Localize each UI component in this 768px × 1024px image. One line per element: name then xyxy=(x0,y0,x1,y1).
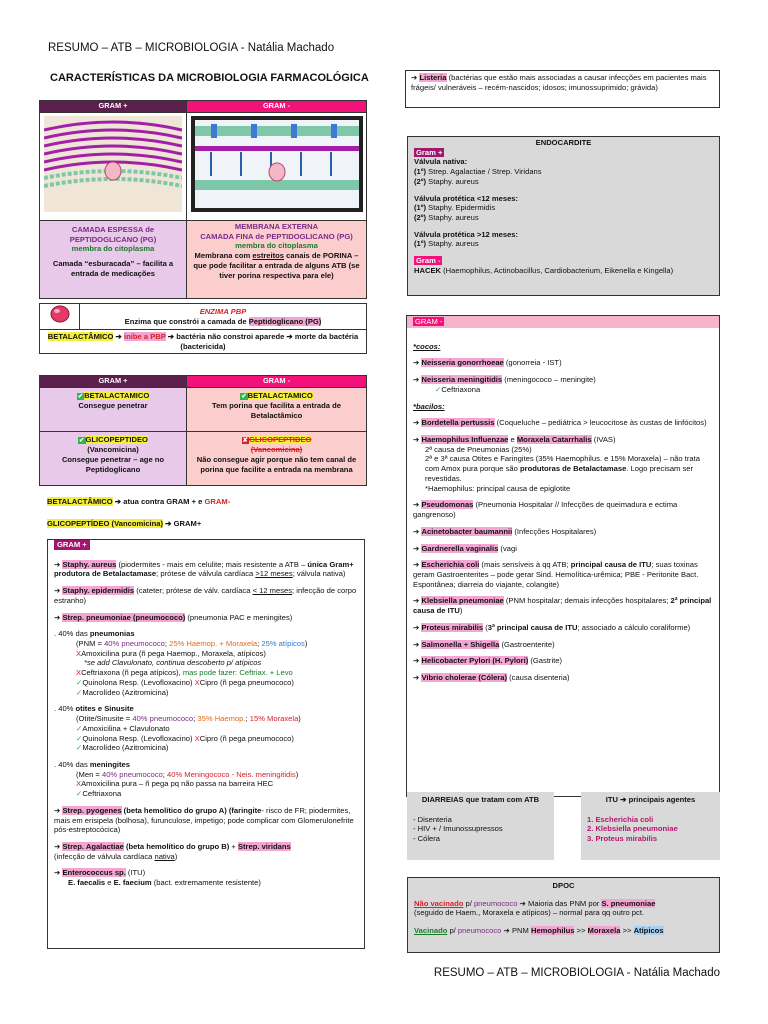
atb-glico-plus: ✔GLICOPEPTIDEO (Vancomicina) Consegue penetrar – age no Peptidoglicano xyxy=(40,432,187,486)
proteus-item: ➔ Proteus mirabilis (3ª principal causa de ITU; associado a cálculo coraliforme) xyxy=(413,622,691,632)
check-icon: ✓ xyxy=(76,733,83,743)
gardnerella-item: ➔ Gardnerella vaginalis (vagi xyxy=(413,543,517,553)
pbp-table xyxy=(39,303,367,354)
listeria-box: ➔ Listeria (bactérias que estão mais associadas a causar infecções em pacientes mais frágeis/ vulneráveis – recém-nascidos; idosos; imunossuprimido; grávida) xyxy=(405,70,720,108)
diarreias-box: DIARREIAS que tratam com ATB - Disenteria - HIV + / Imunossupressos - Cólera xyxy=(407,792,554,860)
gram-minus-image xyxy=(187,113,367,221)
summary-beta: BETALACTÂMICO ➔ atua contra GRAM + e GRAM- xyxy=(47,497,231,506)
gram-plus-label: GRAM + xyxy=(54,540,90,550)
gram-plus-image xyxy=(40,113,187,221)
staph-aureus-item: ➔ Staphy. aureus (piodermites - mais em celulite; mais resistente a ATB – única Gram+ produtora de Betalactamase; prótese de válvula cardíaca >12 meses; válvula nativa) xyxy=(54,559,354,579)
staph-epi-item: ➔ Staphy. epidermidis (cateter; prótese de válv. cardíaca < 12 meses; infecção de corpo estranho) xyxy=(54,586,357,605)
gram-minus-label: GRAM - xyxy=(415,317,443,326)
x-icon: X xyxy=(76,779,82,789)
x-icon: X xyxy=(76,648,82,658)
atb-gram-minus-header: GRAM - xyxy=(187,376,367,388)
gram-structure-table xyxy=(39,100,367,299)
itu-box: ITU ➔ principais agentes 1. Escherichia coli 2. Klebsiella pneumoniae 3. Proteus mirabilis xyxy=(581,792,720,860)
strep-pn-item: ➔ Strep. pneumoniae (pneumococo) (pneumonia PAC e meningites) xyxy=(54,612,293,622)
meningitis-section: . 40% das meningites xyxy=(54,759,130,769)
page-footer: RESUMO – ATB – MICROBIOLOGIA - Natália Machado xyxy=(433,967,720,979)
check-icon: ✓ xyxy=(435,384,442,394)
helicobacter-item: ➔ Helicobacter Pylori (H. Pylori) (Gastrite) xyxy=(413,656,563,666)
otitis-section: . 40% otites e Sinusite xyxy=(54,704,134,714)
page-header: RESUMO – ATB – MICROBIOLOGIA - Natália Machado xyxy=(48,42,335,54)
klebsiella-item: ➔ Klebsiella pneumoniae (PNM hospitalar; demais infecções hospitalares; 2ª principal causa de ITU) xyxy=(413,596,712,616)
x-icon: ✘ xyxy=(242,437,248,444)
x-icon: X xyxy=(194,677,200,687)
check-icon: ✓ xyxy=(76,743,83,753)
neisseria-gonorrhoeae-item: ➔ Neisseria gonorrhoeae (gonorreia - IST) xyxy=(413,358,562,368)
check-icon: ✔ xyxy=(77,393,84,400)
atb-gram-plus-header: GRAM + xyxy=(40,376,187,388)
acinetobacter-item: ➔ Acinetobacter baumannii (Infecções Hospitalares) xyxy=(413,526,597,536)
gram-minus-description: MEMBRANA EXTERNA CAMADA FINA de PEPTIDOGLICANO (PG) membra do citoplasma Membrana com estreitos canais de PORINA – que pode facilitar a entrada de alguns ATB (se tiver porina respectiva para ele) xyxy=(187,221,367,299)
strep-agalactiae-item: ➔ Strep. Agalactiae (beta hemolítico do grupo B) + Strep. viridans xyxy=(54,841,291,851)
pbp-enzyme-icon xyxy=(49,304,71,324)
escherichia-item: ➔ Escherichia coli (mais sensíveis à qq ATB; principal causa de ITU; suas toxinas geram Gastroenterites – pode gerar Sind. Hemolítica-urêmica; PBE - Peritonite Bact. Espontânea; diarreia do viajante, colangite) xyxy=(413,560,699,589)
vibrio-item: ➔ Vibrio cholerae (Cólera) (causa disenteria) xyxy=(413,672,570,682)
check-icon: ✔ xyxy=(79,437,85,444)
pneumonia-section: . 40% das pneumonias xyxy=(54,629,135,639)
page-title: CARACTERÍSTICAS DA MICROBIOLOGIA FARMACOLÓGICA xyxy=(50,72,369,84)
atb-table xyxy=(39,375,367,486)
neisseria-meningitidis-item: ➔ Neisseria meningitidis (meningococo – meningite) xyxy=(413,375,596,385)
gram-minus-header: GRAM - xyxy=(187,101,367,113)
gram-minus-box: GRAM - *cocos: ➔ Neisseria gonorrhoeae (gonorreia - IST) ➔ Neisseria meningitidis (meningococo – meningite) ✓Ceftriaxona *bacilos: ➔ Bordetella pertussis (Coqueluche – pediátrica > leucocitose às custas de linfócitos) ➔ Haemophilus Influenzae e Moraxela Catarrhalis (IVAS) 2ª causa de Pneumonias (25%) 2ª e 3ª causa Otites e Faringites (35% Haemophilus. e 15% Moraxela) – não trata com Amox pura porque são produtoras de Betalactamase. Logo precisam ser revestidas. *Haemophilus: principal causa de epiglotite ➔ Pseudomonas (Pneumonia Hospitalar // Infecções de queimadura e ectima gangrenoso) ➔ Acinetobacter baumannii (Infecções Hospitalares) ➔ Gardnerella vaginalis (vagi ➔ Escherichia coli (mais sensíveis à qq ATB; principal causa de ITU; suas toxinas geram Gastroenterites – pode gerar Sind. Hemolítica-urêmica; PBE - Peritonite Bact. Espontânea; diarreia do viajante, colangite) ➔ Klebsiella pneumoniae (PNM hospitalar; demais infecções hospitalares; 2ª principal causa de ITU) ➔ Proteus mirabilis (3ª principal causa de ITU; associado a cálculo coraliforme) ➔ Salmonella + Shigella (Gastroenterite) ➔ Helicobacter Pylori (H. Pylori) (Gastrite) ➔ Vibrio cholerae (Cólera) (causa disenteria) xyxy=(406,315,720,797)
enterococcus-item: ➔ Enterococcus sp. (ITU) xyxy=(54,868,146,878)
endocardite-box: ENDOCARDITE Gram + Válvula nativa: (1º) Strep. Agalactiae / Strep. Viridans (2º) Staphy. aureus Válvula protética <12 meses: (1º) Staphy. Epidermidis (2º) Staphy. aureus Válvula protética >12 meses: (1º) Staphy. aureus Gram - HACEK (Haemophilus, Actinobacillus, Cardiobacterium, Eikenella e Kingella) xyxy=(407,136,720,296)
check-icon: ✓ xyxy=(76,789,83,799)
pbp-mechanism: BETALACTÂMICO ➔ inibe a PBP ➔ bactéria não constroi aparede ➔ morte da bactéria (bactericida) xyxy=(40,330,367,354)
pbp-description: ENZIMA PBP Enzima que constrói a camada de Peptidoglicano (PG) xyxy=(80,304,367,330)
salmonella-item: ➔ Salmonella + Shigella (Gastroenterite) xyxy=(413,639,555,649)
bordetella-item: ➔ Bordetella pertussis (Coqueluche – pediátrica > leucocitose às custas de linfócitos) xyxy=(413,418,707,428)
gram-plus-wall-illustration xyxy=(44,116,182,212)
check-icon: ✓ xyxy=(76,677,83,687)
atb-beta-plus: ✔BETALACTAMICO Consegue penetrar xyxy=(40,388,187,432)
dpoc-box: DPOC Não vacinado p/ pneumococo ➔ Maioria das PNM por S. pneumoniae (seguido de Haem., Moraxela e atípicos) – normal para qq outro pct. Vacinado p/ pneumococo ➔ PNM Hemophilus >> Moraxela >> Atípicos xyxy=(407,877,720,953)
x-icon: X xyxy=(76,668,82,678)
gram-plus-header: GRAM + xyxy=(40,101,187,113)
check-icon: ✔ xyxy=(241,393,247,400)
pbp-icon-cell xyxy=(40,304,80,330)
strep-pyogenes-item: ➔ Strep. pyogenes (beta hemolítico do grupo A) (faringite- risco de FR; piodermites, mais em erisipela (bolhosa), furunculose, impetigo; pode complicar com Glomerulonefrite pós-estreptocócica) xyxy=(54,805,354,835)
summary-glico: GLICOPEPTÍDEO (Vancomicina) ➔ GRAM+ xyxy=(47,519,202,528)
x-icon: X xyxy=(194,733,200,743)
gram-plus-box: GRAM + ➔ Staphy. aureus (piodermites - mais em celulite; mais resistente a ATB – única Gram+ produtora de Betalactamase; prótese de válvula cardíaca >12 meses; válvula nativa) ➔ Staphy. epidermidis (cateter; prótese de válv. cardíaca < 12 meses; infecção de corpo estranho) ➔ Strep. pneumoniae (pneumococo) (pneumonia PAC e meningites) . 40% das pneumonias (PNM = 40% pneumococo; 25% Haemop. + Moraxela; 25% atípicos) XAmoxicilina pura (ñ pega Haemop., Moraxela, atípicos) *se add Clavulonato, continua descoberto p/ atípicos XCeftriaxona (ñ pega atípicos), mas pode fazer: Ceftriax. + Levo ✓Quinolona Resp. (Levofloxacino) XCipro (ñ pega pneumococo) ✓Macrolídeo (Azitromicina) . 40% otites e Sinusite (Otite/Sinusite = 40% pneumococo; 35% Haemop.; 15% Moraxela) ✓Amoxicilina + Clavulonato ✓Quinolona Resp. (Levofloxacino) XCipro (ñ pega pneumococo) ✓Macrolídeo (Azitromicina) . 40% das meningites (Men = 40% pneumococo; 40% Meningococo - Neis. meningitidis) XAmoxicilina pura – ñ pega pq não passa na barreira HEC ✓Ceftriaxona ➔ Strep. pyogenes (beta hemolítico do grupo A) (faringite- risco de FR; piodermites, mais em erisipela (bolhosa), furunculose, impetigo; pode complicar com Glomerulonefrite pós-estreptocócica) ➔ Strep. Agalactiae (beta hemolítico do grupo B) + Strep. viridans (infecção de válvula cardíaca nativa) ➔ Enterococcus sp. (ITU) E. faecalis e E. faecium (bact. extremamente resistente) xyxy=(47,539,365,949)
pseudomonas-item: ➔ Pseudomonas (Pneumonia Hospitalar // Infecções de queimadura e ectima gangrenoso) xyxy=(413,500,678,520)
haemophilus-item: ➔ Haemophilus Influenzae e Moraxela Catarrhalis (IVAS) xyxy=(413,435,616,445)
check-icon: ✓ xyxy=(76,687,83,697)
atb-beta-minus: ✔BETALACTAMICO Tem porina que facilita a entrada de Betalactâmico xyxy=(187,388,367,432)
gram-plus-description: CAMADA ESPESSA de PEPTIDOGLICANO (PG) membra do citoplasma Camada “esburacada” – facilita a entrada de medicações xyxy=(40,221,187,299)
gram-minus-wall-illustration xyxy=(191,116,363,212)
atb-glico-minus: ✘GLICOPEPTIDEO (Vancomicina) Não consegue agir porque não tem canal de porina que facilite a entrada na membrana xyxy=(187,432,367,486)
check-icon: ✓ xyxy=(76,723,83,733)
